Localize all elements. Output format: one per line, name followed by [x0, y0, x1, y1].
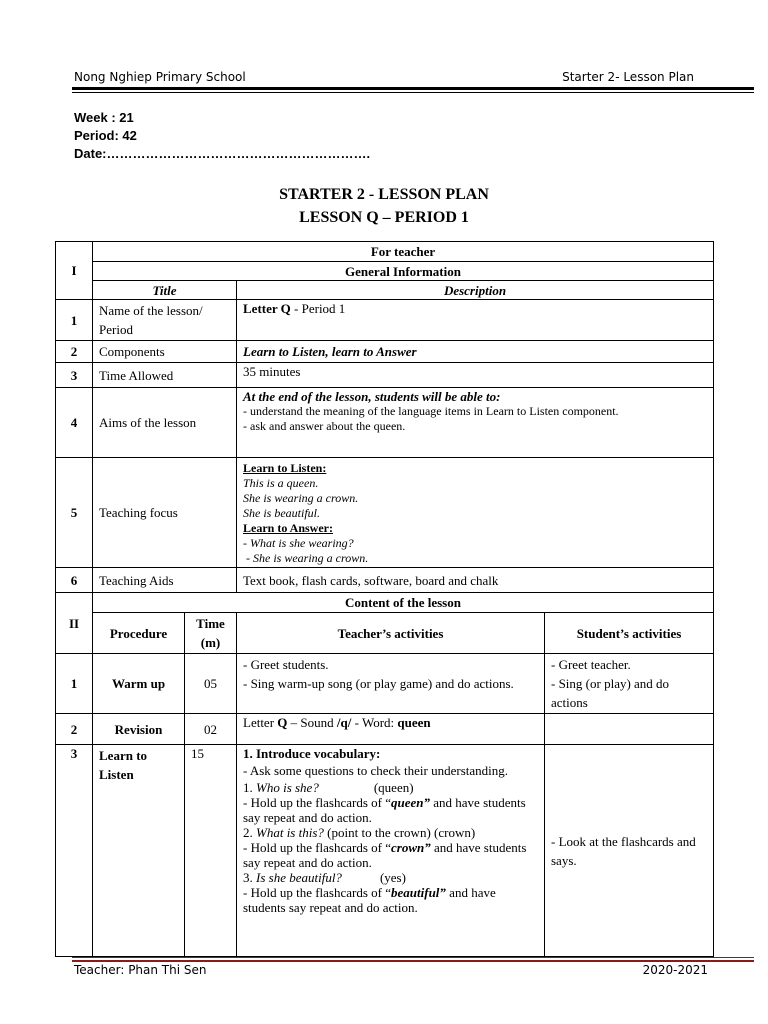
date: Date:……………………………………………………. [74, 146, 371, 161]
content-heading: Content of the lesson [93, 593, 714, 613]
procedure-header: Procedure [93, 613, 185, 654]
time-header: Time (m) [185, 613, 237, 654]
section-number: I [56, 242, 93, 300]
section-number: II [56, 593, 93, 654]
description-column-header: Description [237, 281, 714, 300]
document-name: Starter 2- Lesson Plan [562, 70, 694, 84]
period: Period: 42 [74, 128, 137, 143]
title-column-header: Title [93, 281, 237, 300]
school-name: Nong Nghiep Primary School [74, 70, 246, 84]
header-rule [72, 87, 754, 90]
week: Week : 21 [74, 110, 134, 125]
lesson-plan-table [55, 241, 714, 957]
general-info-heading: General Information [93, 262, 714, 281]
table-row: 3 Time Allowed 35 minutes [56, 363, 714, 388]
page-title: STARTER 2 - LESSON PLAN [279, 186, 489, 203]
table-row: 1 Warm up 05 - Greet students. - Sing warm-up song (or play game) and do actions. - Greet teacher. - Sing (or play) and do actions [56, 654, 714, 714]
table-row: 2 Revision 02 Letter Q – Sound /q/ - Word: queen [56, 714, 714, 745]
student-activities-header: Student’s activities [545, 613, 714, 654]
table-row: 4 Aims of the lesson At the end of the lesson, students will be able to: - understand the meaning of the language items in Learn to Listen component. - ask and answer about the queen. [56, 388, 714, 458]
footer-rule-thick [72, 960, 754, 962]
teacher-name: Teacher: Phan Thi Sen [74, 963, 207, 977]
table-row: 5 Teaching focus Learn to Listen: This is a queen. She is wearing a crown. She is beautiful. Learn to Answer: - What is she wearing? - She is wearing a crown. [56, 458, 714, 568]
teacher-activities-header: Teacher’s activities [237, 613, 545, 654]
lesson-meta [74, 109, 370, 163]
table-row: 6 Teaching Aids Text book, flash cards, software, board and chalk [56, 568, 714, 593]
table-row: 1 Name of the lesson/ Period Letter Q - Period 1 [56, 300, 714, 341]
school-year: 2020-2021 [642, 963, 708, 977]
header-rule-thin [72, 92, 754, 93]
page-subtitle: LESSON Q – PERIOD 1 [299, 209, 469, 226]
for-teacher-heading: For teacher [93, 242, 714, 262]
table-row: 2 Components Learn to Listen, learn to Answer [56, 341, 714, 363]
table-row: 3 Learn to Listen 15 1. Introduce vocabulary: - Ask some questions to check their understanding. 1. Who is she? (queen) - Hold up the flashcards of “queen” and have students say repeat and do action. 2. What is this? (point to the crown) (crown) - Hold up the flashcards of “crown” and have students say repeat and do action. 3. Is she beautiful? (yes) - Hold up the flashcards of “beautiful” and have students say repeat and do action. - Look at the flashcards and says. [56, 745, 714, 957]
footer-rule [72, 957, 754, 958]
